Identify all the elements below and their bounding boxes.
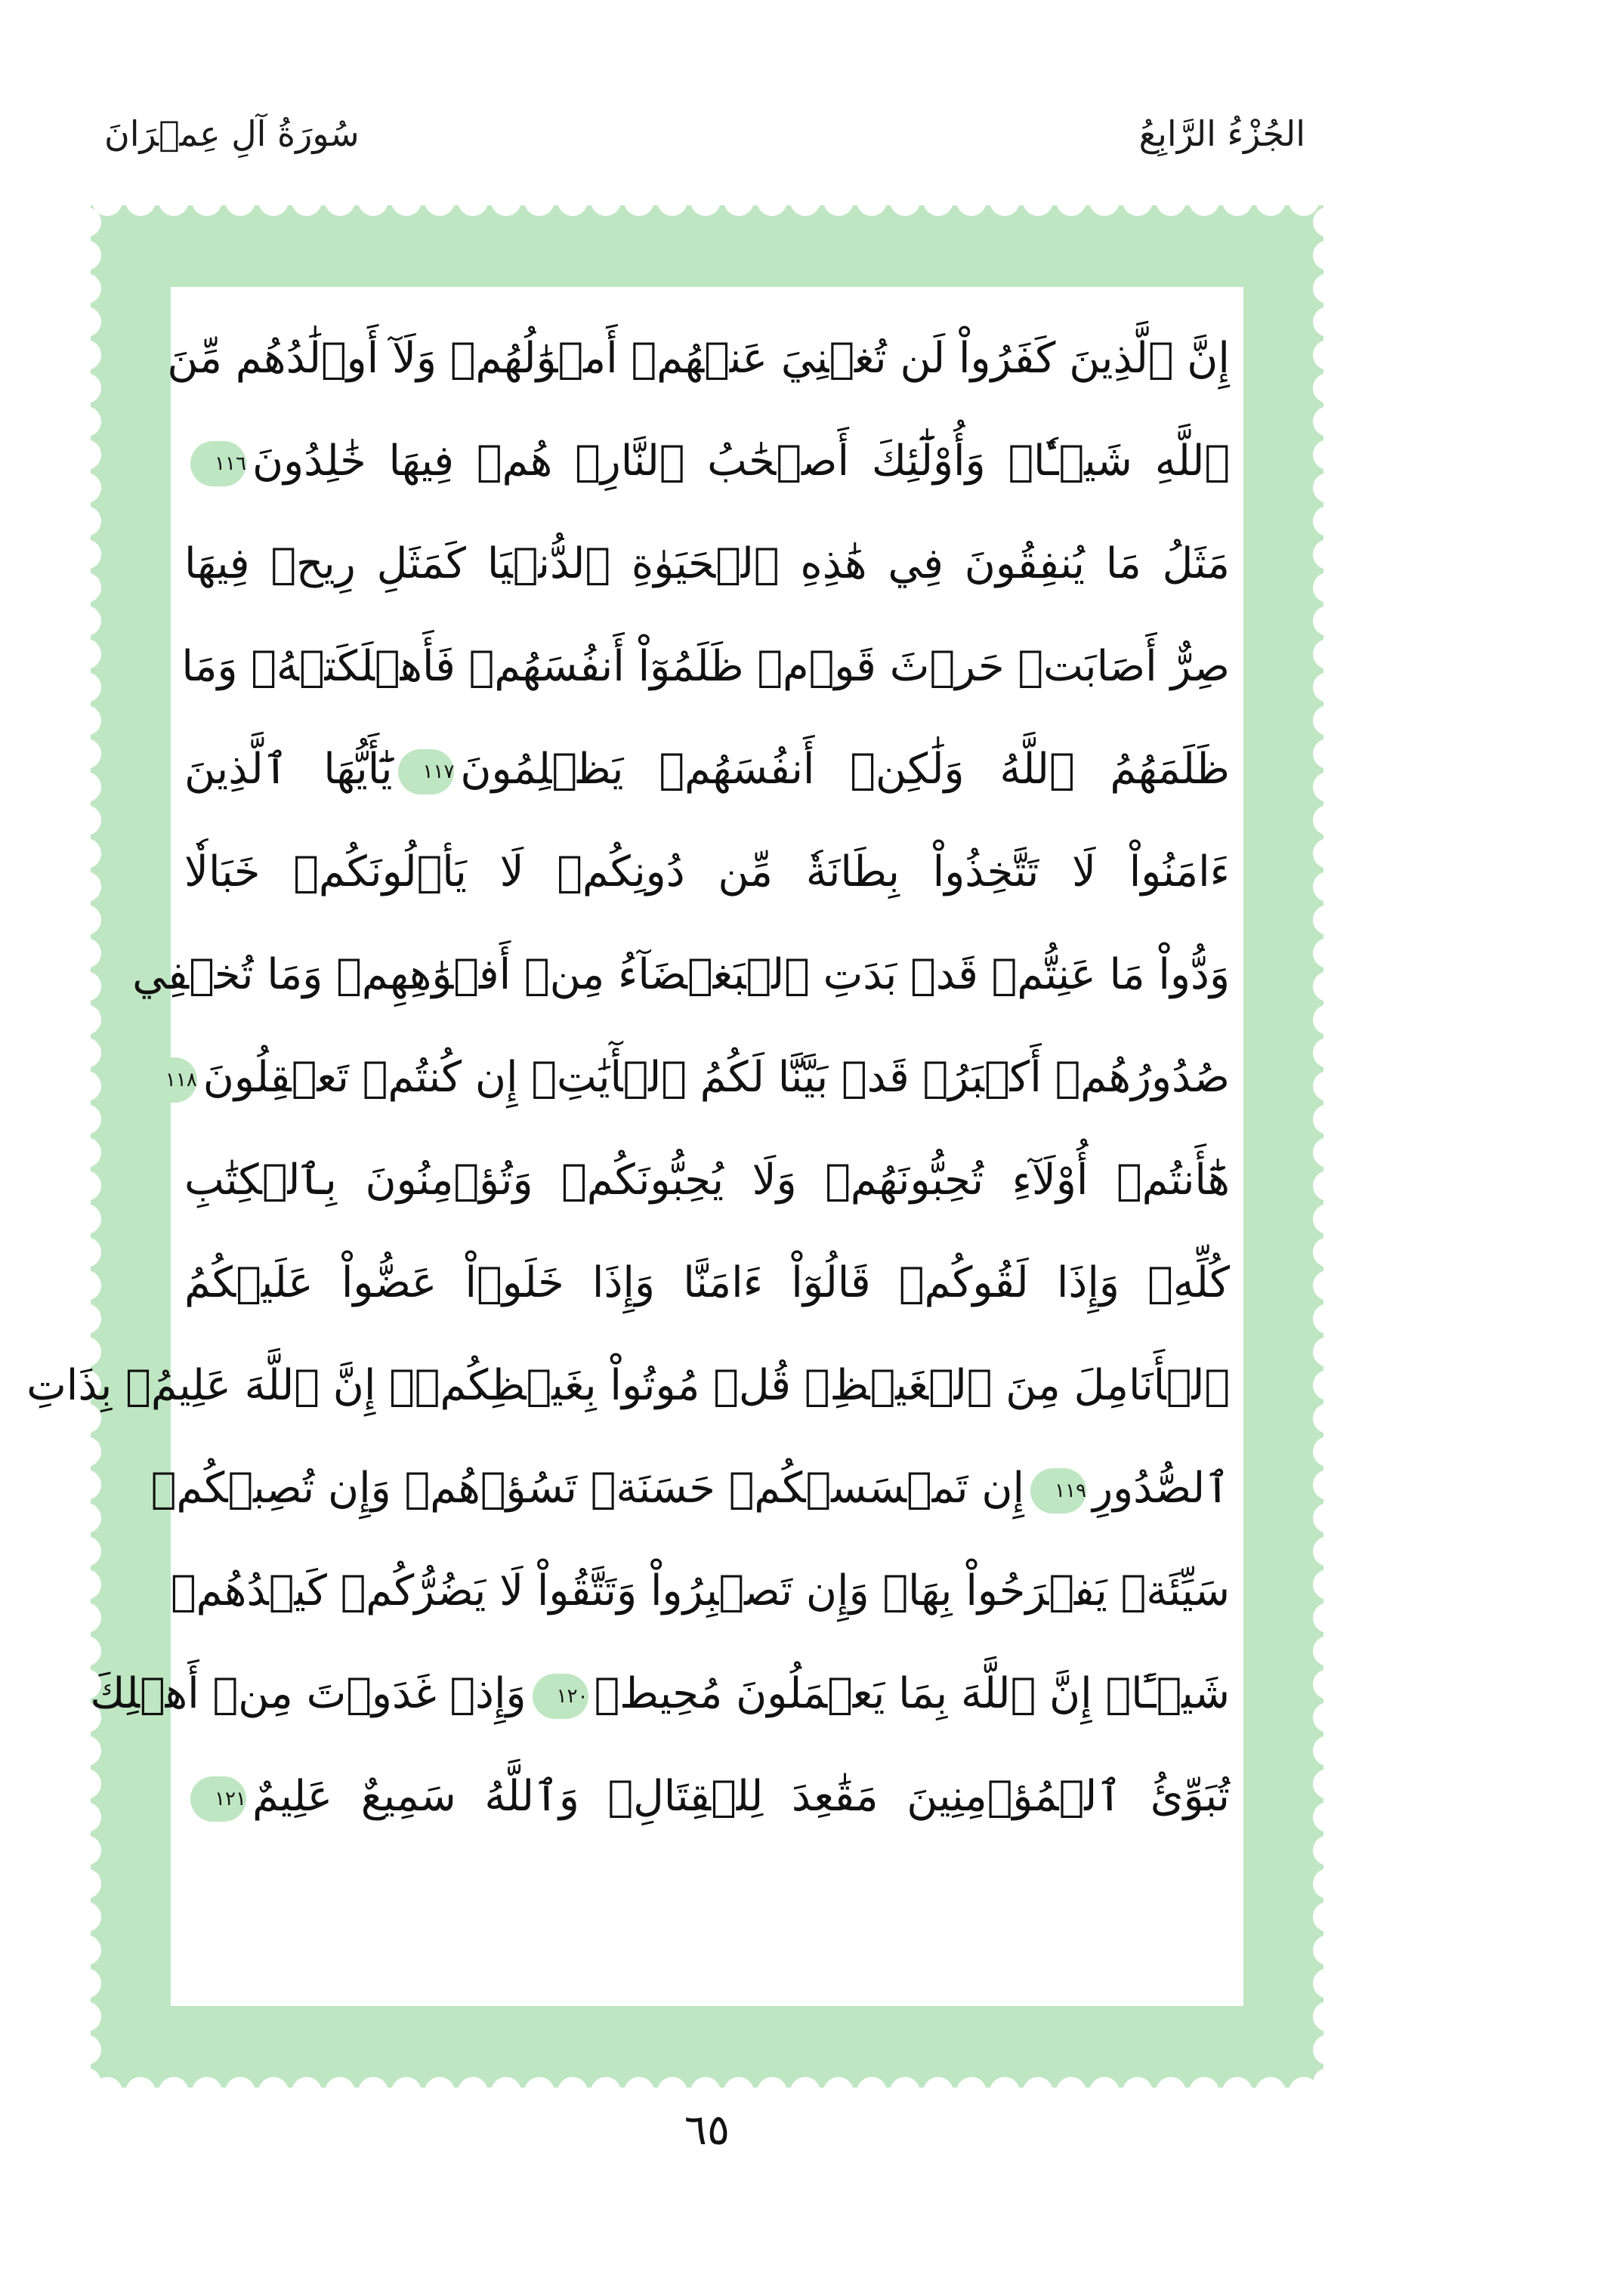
ayah-number-marker: ١١٨	[141, 1057, 197, 1103]
verse-text: كُلِّهِۦ وَإِذَا لَقُوكُمۡ قَالُوٓاْ ءَامَنَّا وَإِذَا خَلَوۡاْ عَضُّواْ عَلَيۡكُمُ	[184, 1258, 1230, 1307]
ayah-number-marker: ١١٦	[190, 441, 246, 486]
verse-text-continued: إِن تَمۡسَسۡكُمۡ حَسَنَةٞ تَسُؤۡهُمۡ وَإِن تُصِبۡكُمۡ	[150, 1464, 1025, 1513]
verse-line	[167, 310, 1230, 408]
ayah-number-marker: ١١٧	[398, 749, 454, 795]
verse-line	[184, 823, 1230, 921]
verse-text: صُدُورُهُمۡ أَكۡبَرُۚ قَدۡ بَيَّنَّا لَكُمُ ٱلۡأٓيَٰتِۖ إِن كُنتُمۡ تَعۡقِلُونَ	[202, 1053, 1230, 1102]
verse-line	[26, 1337, 1230, 1435]
verse-text-continued: يَٰٓأَيُّهَا ٱلَّذِينَ	[184, 745, 393, 794]
verse-line	[170, 1542, 1230, 1640]
verse-text: شَيۡـًٔاۗ إِنَّ ٱللَّهَ بِمَا يَعۡمَلُونَ مُحِيطٞ	[594, 1669, 1230, 1718]
surah-header: سُورَةُ آلِ عِمۡرَانَ	[104, 113, 360, 154]
ayah-number-marker: ١٢٠	[533, 1674, 588, 1719]
verse-line	[181, 618, 1230, 716]
verse-text: ٱلصُّدُورِ	[1092, 1464, 1230, 1513]
verse-line	[184, 515, 1230, 613]
verse-text: صِرٌّ أَصَابَتۡ حَرۡثَ قَوۡمٖ ظَلَمُوٓاْ أَنفُسَهُمۡ فَأَهۡلَكَتۡهُۚ وَمَا	[181, 642, 1230, 691]
verse-text: ٱللَّهِ شَيۡـٔٗاۖ وَأُوْلَٰٓئِكَ أَصۡحَٰبُ ٱلنَّارِۖ هُمۡ فِيهَا خَٰلِدُونَ	[252, 437, 1230, 486]
verse-line	[184, 412, 1230, 511]
verse-line	[184, 1748, 1230, 1846]
ayah-number-marker: ١٢١	[190, 1776, 246, 1822]
verse-line	[184, 1131, 1230, 1230]
verse-line	[165, 1029, 1230, 1127]
verse-line	[132, 926, 1230, 1024]
verse-line	[184, 1234, 1230, 1332]
verse-line	[90, 1645, 1230, 1743]
verse-text: هَٰٓأَنتُمۡ أُوْلَآءِ تُحِبُّونَهُمۡ وَلَا يُحِبُّونَكُمۡ وَتُؤۡمِنُونَ بِٱلۡكِتَٰبِ	[184, 1156, 1230, 1205]
verse-text: ءَامَنُواْ لَا تَتَّخِذُواْ بِطَانَةٗ مِّن دُونِكُمۡ لَا يَأۡلُونَكُمۡ خَبَالٗا	[184, 847, 1230, 896]
page-number: ٦٥	[684, 2106, 730, 2155]
verse-text: إِنَّ ٱلَّذِينَ كَفَرُواْ لَن تُغۡنِيَ عَنۡهُمۡ أَمۡوَٰلُهُمۡ وَلَآ أَوۡلَٰدُهُم مِّنَ	[167, 334, 1230, 383]
verse-text: ظَلَمَهُمُ ٱللَّهُ وَلَٰكِنۡ أَنفُسَهُمۡ يَظۡلِمُونَ	[460, 745, 1230, 794]
ayah-number-marker: ١١٩	[1030, 1468, 1086, 1514]
verse-text: مَثَلُ مَا يُنفِقُونَ فِي هَٰذِهِ ٱلۡحَيَوٰةِ ٱلدُّنۡيَا كَمَثَلِ رِيحٖ فِيهَا	[184, 539, 1230, 588]
verse-text: سَيِّئَةٞ يَفۡرَحُواْ بِهَاۖ وَإِن تَصۡبِرُواْ وَتَتَّقُواْ لَا يَضُرُّكُمۡ كَيۡدُهُمۡ	[170, 1566, 1230, 1616]
juz-header: الجُزْءُ الرَّابِعُ	[1138, 113, 1305, 154]
verse-text-continued: وَإِذۡ غَدَوۡتَ مِنۡ أَهۡلِكَ	[90, 1669, 527, 1718]
verse-line	[184, 721, 1230, 819]
verse-text: تُبَوِّئُ ٱلۡمُؤۡمِنِينَ مَقَٰعِدَ لِلۡقِتَالِۗ وَٱللَّهُ سَمِيعٌ عَلِيمٌ	[252, 1772, 1230, 1821]
verse-text: ٱلۡأَنَامِلَ مِنَ ٱلۡغَيۡظِۚ قُلۡ مُوتُواْ بِغَيۡظِكُمۡۗ إِنَّ ٱللَّهَ عَلِيمُۢ بِذَاتِ	[26, 1361, 1230, 1410]
verse-text: وَدُّواْ مَا عَنِتُّمۡ قَدۡ بَدَتِ ٱلۡبَغۡضَآءُ مِنۡ أَفۡوَٰهِهِمۡ وَمَا تُخۡفِي	[132, 950, 1230, 999]
verse-line	[150, 1440, 1230, 1538]
